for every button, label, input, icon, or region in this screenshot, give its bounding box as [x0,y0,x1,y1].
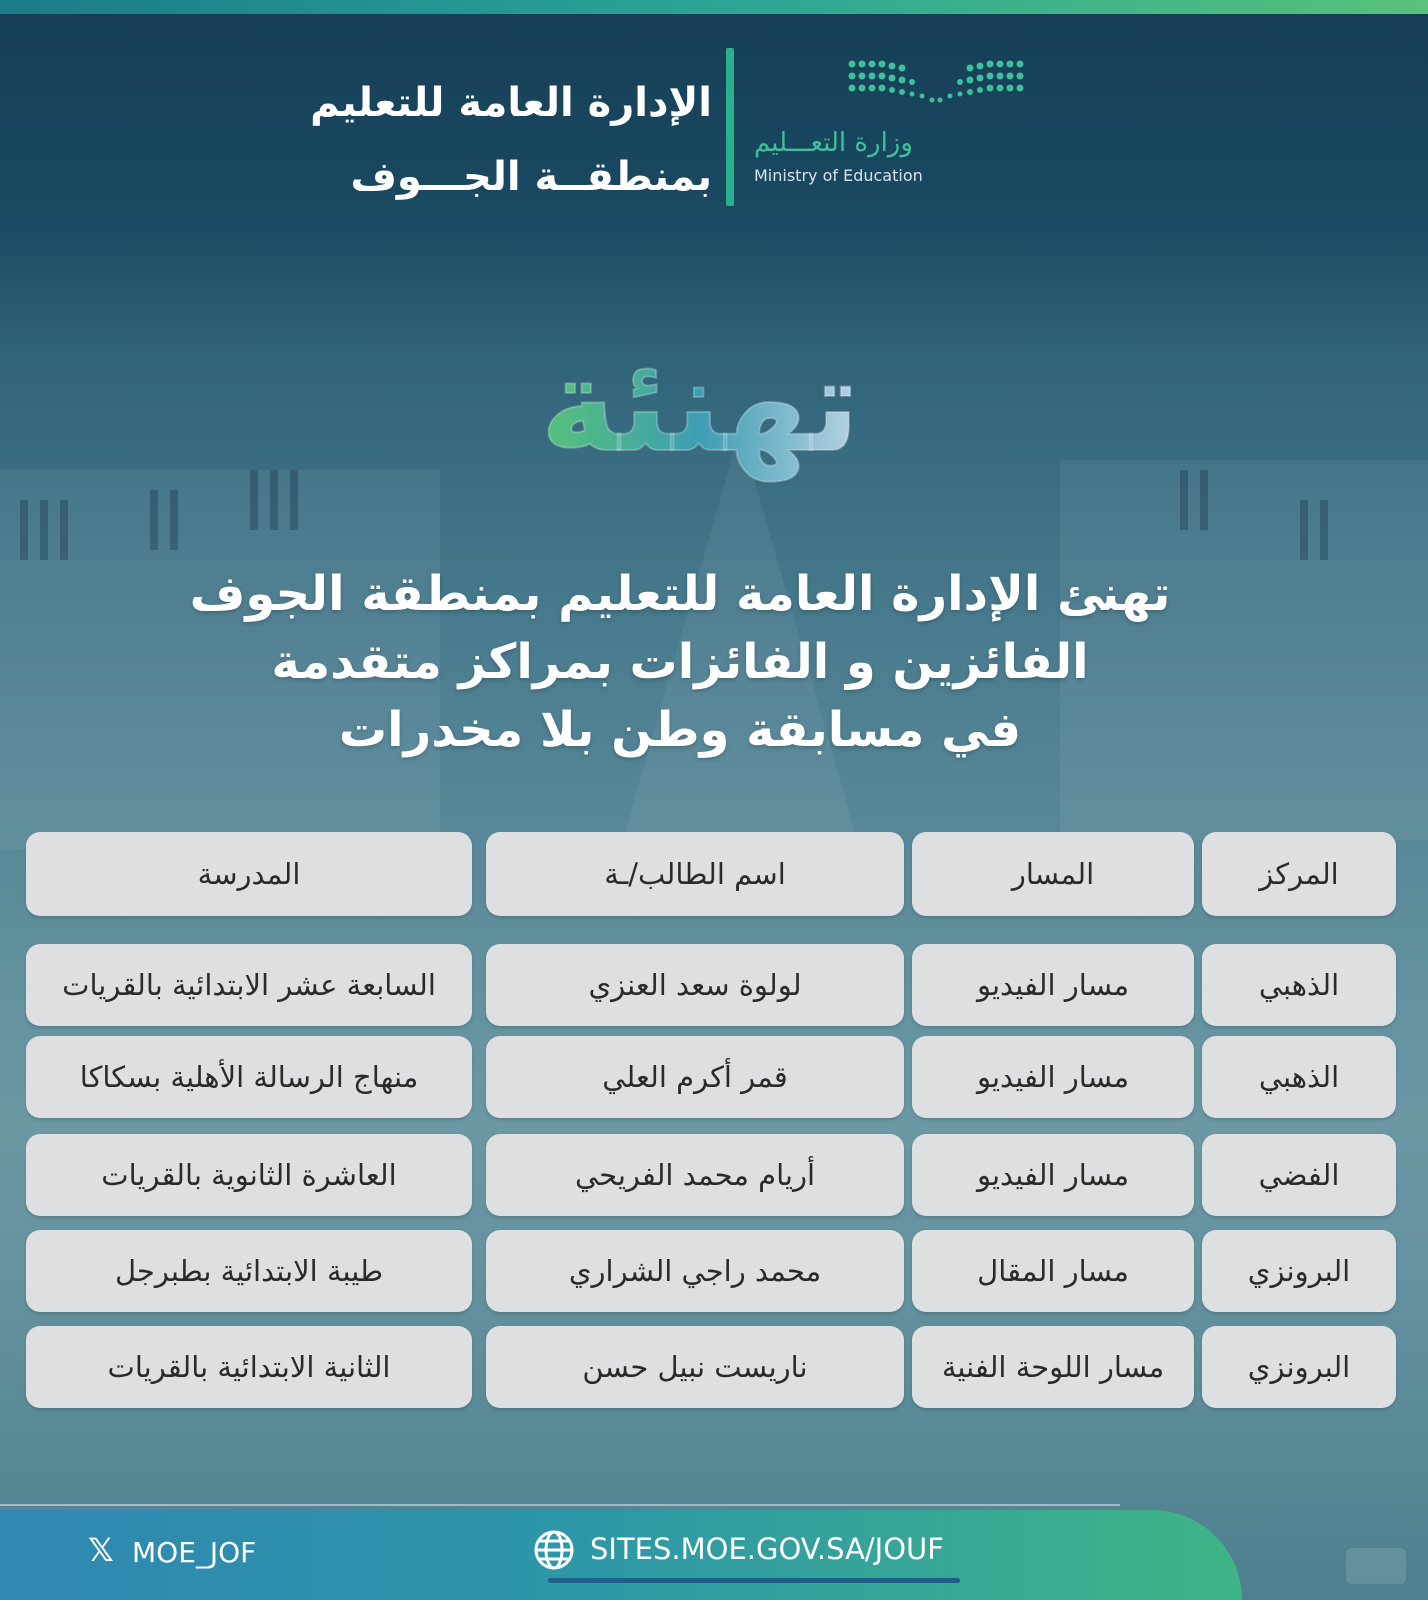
intro-line1: تهنئ الإدارة العامة للتعليم بمنطقة الجوف [189,566,1171,622]
row5-name: ناريست نبيل حسن [486,1326,904,1408]
x-logo-icon: 𝕏 [88,1531,114,1569]
website-link[interactable]: SITES.MOE.GOV.SA/JOUF [590,1532,944,1566]
intro-text [170,560,1190,764]
ministry-logo-dots-icon [846,58,1026,110]
row1-school: السابعة عشر الابتدائية بالقريات [26,944,472,1026]
background-window [170,490,178,550]
header-divider [726,48,734,206]
background-window [1320,500,1328,560]
footer-divider-line [0,1504,1120,1506]
globe-icon [532,1528,576,1572]
row1-track: مسار الفيديو [912,944,1194,1026]
header-cell-rank: المركز [1202,832,1396,916]
ministry-logo-english: Ministry of Education [754,166,923,185]
intro-line3: في مسابقة وطن بلا مخدرات [338,702,1022,758]
ministry-logo-arabic: وزارة التعـــليم [754,128,913,158]
row4-school: طيبة الابتدائية بطبرجل [26,1230,472,1312]
background-window [250,470,258,530]
row3-name: أريام محمد الفريحي [486,1134,904,1216]
greeting-word: تهنئة [540,329,860,481]
background-window [270,470,278,530]
background-window [150,490,158,550]
row3-school: العاشرة الثانوية بالقريات [26,1134,472,1216]
intro-line2: الفائزين و الفائزات بمراكز متقدمة [271,634,1089,690]
top-accent-bar [0,0,1428,14]
row1-rank: الذهبي [1202,944,1396,1026]
background-window [1300,500,1308,560]
background-window [1180,470,1188,530]
background-window [1200,470,1208,530]
row5-rank: البرونزي [1202,1326,1396,1408]
row3-track: مسار الفيديو [912,1134,1194,1216]
row3-rank: الفضي [1202,1134,1396,1216]
corner-watermark-logo [1346,1548,1406,1584]
background-window [290,470,298,530]
row2-school: منهاج الرسالة الأهلية بسكاكا [26,1036,472,1118]
header-cell-track: المسار [912,832,1194,916]
directorate-title-line2: بمنطقــة الجـــوف [350,154,712,200]
social-handle-link[interactable]: MOE_JOF [132,1536,257,1569]
website-underline [548,1578,960,1583]
row5-school: الثانية الابتدائية بالقريات [26,1326,472,1408]
background-window [40,500,48,560]
directorate-title-line1: الإدارة العامة للتعليم [310,80,712,126]
greeting-calligraphy [460,300,940,510]
background-window [60,500,68,560]
header-cell-name: اسم الطالب/ـة [486,832,904,916]
row2-name: قمر أكرم العلي [486,1036,904,1118]
row4-rank: البرونزي [1202,1230,1396,1312]
row4-track: مسار المقال [912,1230,1194,1312]
background-window [20,500,28,560]
row5-track: مسار اللوحة الفنية [912,1326,1194,1408]
header-cell-school: المدرسة [26,832,472,916]
row2-track: مسار الفيديو [912,1036,1194,1118]
directorate-title [292,66,712,214]
row1-name: لولوة سعد العنزي [486,944,904,1026]
row2-rank: الذهبي [1202,1036,1396,1118]
row4-name: محمد راجي الشراري [486,1230,904,1312]
